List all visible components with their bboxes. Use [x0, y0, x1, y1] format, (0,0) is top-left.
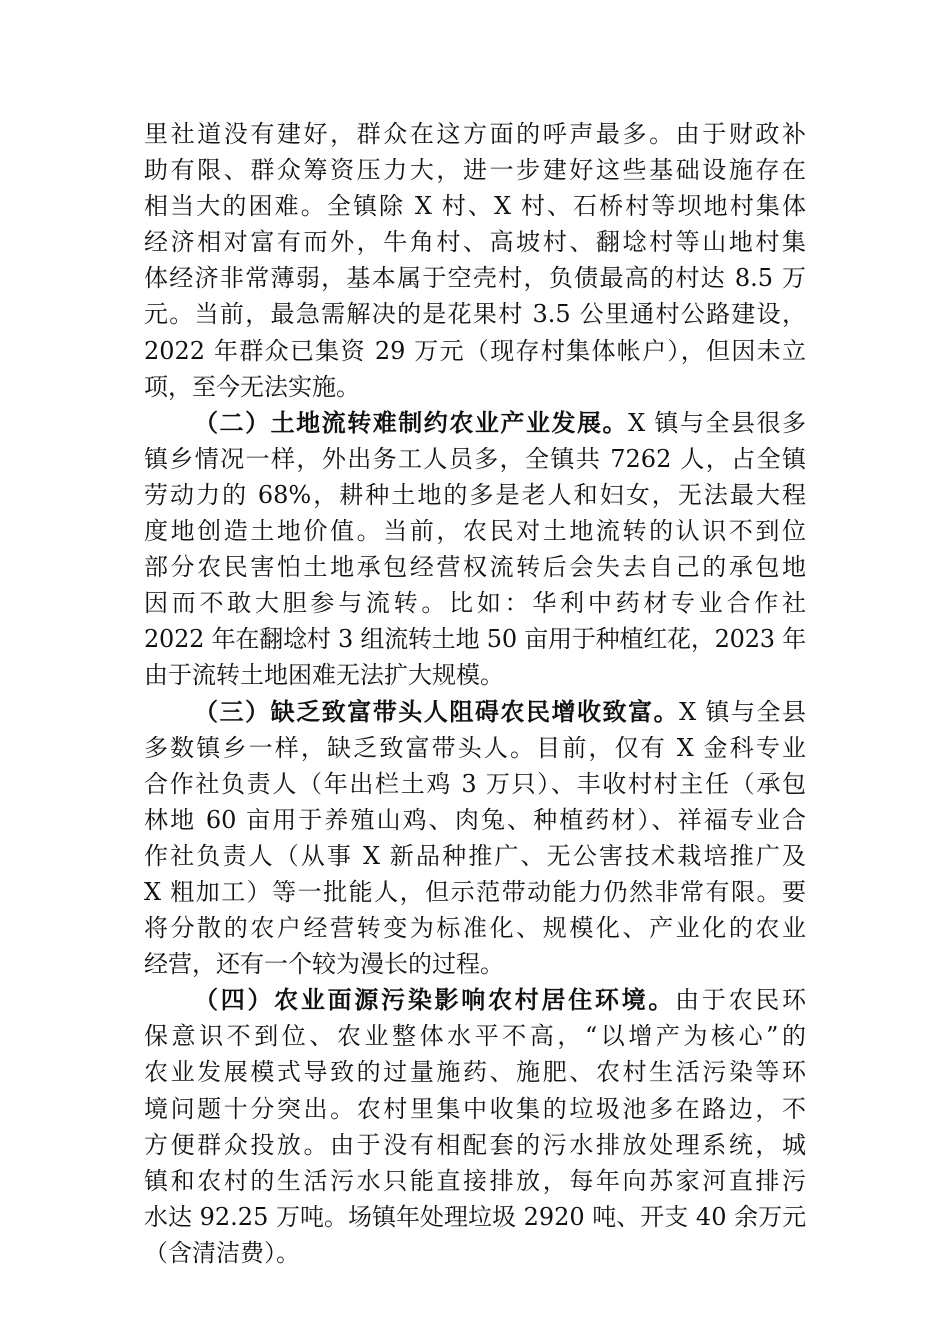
body-text: 林地 60 亩用于养殖山鸡、肉兔、种植药材）、祥福专业合 [144, 805, 806, 834]
body-text: 农业发展模式导致的过量施药、施肥、农村生活污染等环 [144, 1058, 806, 1087]
text-line [144, 730, 806, 766]
text-line [144, 405, 806, 441]
text-line [144, 441, 806, 477]
body-text: 元。当前，最急需解决的是花果村 3.5 公里通村公路建设， [144, 300, 806, 329]
paragraph-3 [144, 694, 806, 983]
text-line [144, 838, 806, 874]
text-line [144, 1018, 806, 1054]
text-line [144, 621, 806, 657]
text-line [144, 1199, 806, 1235]
text-line [144, 766, 806, 802]
text-line [144, 116, 806, 152]
body-text: 相当大的困难。全镇除 X 村、X 村、石桥村等坝地村集体 [144, 192, 806, 221]
body-text: 度地创造土地价值。当前，农民对土地流转的认识不到位 [144, 517, 806, 546]
text-line [144, 585, 806, 621]
paragraph-4 [144, 982, 806, 1271]
text-line [144, 333, 806, 369]
text-line [144, 260, 806, 296]
body-text: 镇和农村的生活污水只能直接排放，每年向苏家河直排污 [144, 1166, 806, 1195]
body-text: 将分散的农户经营转变为标准化、规模化、产业化的农业 [144, 914, 806, 943]
body-text: 助有限、群众筹资压力大，进一步建好这些基础设施存在 [144, 156, 806, 185]
text-line [144, 1163, 806, 1199]
text-line [144, 477, 806, 513]
body-text: X 镇与全县很多 [628, 408, 806, 437]
body-text: 因而不敢大胆参与流转。比如：华利中药材专业合作社 [144, 589, 806, 618]
text-line [144, 1127, 806, 1163]
body-text: 合作社负责人（年出栏土鸡 3 万只）、丰收村村主任（承包 [144, 769, 806, 798]
body-text: （含清洁费）。 [144, 1238, 300, 1267]
text-line [144, 369, 806, 405]
section-heading: （四）农业面源污染影响农村居住环境。 [194, 985, 676, 1015]
body-text: 保意识不到位、农业整体水平不高，“以增产为核心”的 [144, 1022, 806, 1051]
body-text: 由于流转土地困难无法扩大规模。 [144, 661, 504, 690]
text-line [144, 982, 806, 1018]
paragraph-1 [144, 116, 806, 405]
body-text: 方便群众投放。由于没有相配套的污水排放处理系统，城 [144, 1130, 806, 1159]
body-text: 境问题十分突出。农村里集中收集的垃圾池多在路边，不 [144, 1094, 806, 1123]
text-line [144, 874, 806, 910]
text-line [144, 1054, 806, 1090]
text-line [144, 188, 806, 224]
body-text: 经营，还有一个较为漫长的过程。 [144, 950, 504, 979]
section-heading: （三）缺乏致富带头人阻碍农民增收致富。 [194, 696, 680, 726]
body-text: 镇乡情况一样，外出务工人员多，全镇共 7262 人，占全镇 [144, 444, 806, 473]
text-line [144, 513, 806, 549]
body-text: 2022 年在翻埝村 3 组流转土地 50 亩用于种植红花，2023 年 [144, 625, 806, 654]
body-text: 多数镇乡一样，缺乏致富带头人。目前，仅有 X 金科专业 [144, 733, 806, 762]
text-line [144, 296, 806, 332]
body-text: 部分农民害怕土地承包经营权流转后会失去自己的承包地 [144, 553, 806, 582]
text-line [144, 224, 806, 260]
body-text: 劳动力的 68%，耕种土地的多是老人和妇女，无法最大程 [144, 480, 806, 509]
text-line [144, 1235, 806, 1271]
text-line [144, 549, 806, 585]
text-line [144, 1091, 806, 1127]
section-heading: （二）土地流转难制约农业产业发展。 [194, 407, 629, 437]
body-text: 水达 92.25 万吨。场镇年处理垃圾 2920 吨、开支 40 余万元 [144, 1202, 807, 1231]
body-text: X 镇与全县 [679, 697, 807, 726]
body-text: 里社道没有建好，群众在这方面的呼声最多。由于财政补 [144, 120, 806, 148]
body-text: X 粗加工）等一批能人，但示范带动能力仍然非常有限。要 [144, 877, 806, 906]
body-text: 由于农民环 [675, 986, 807, 1015]
body-text: 项，至今无法实施。 [144, 372, 360, 401]
text-line [144, 694, 806, 730]
body-text: 2022 年群众已集资 29 万元（现存村集体帐户），但因未立 [144, 336, 806, 365]
text-line [144, 657, 806, 693]
text-line [144, 910, 806, 946]
body-text: 体经济非常薄弱，基本属于空壳村，负债最高的村达 8.5 万 [144, 264, 806, 293]
text-line [144, 152, 806, 188]
body-text: 作社负责人（从事 X 新品种推广、无公害技术栽培推广及 [144, 841, 806, 870]
text-line [144, 946, 806, 982]
paragraph-2 [144, 405, 806, 694]
body-text: 经济相对富有而外，牛角村、高坡村、翻埝村等山地村集 [144, 228, 806, 257]
text-line [144, 802, 806, 838]
document-body [144, 116, 806, 1271]
